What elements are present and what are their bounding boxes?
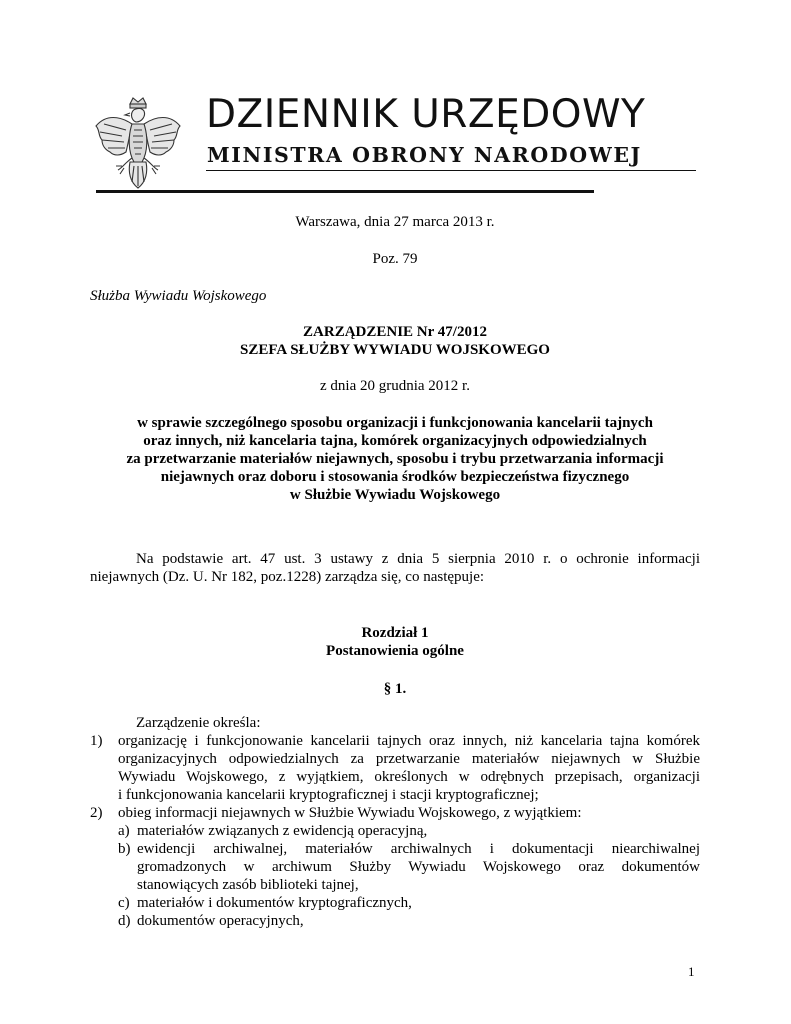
subject-line: w Służbie Wywiadu Wojskowego [289,487,501,503]
list-item-number: 1) [90,733,103,749]
sublist-item-line: materiałów związanych z ewidencją operacyjną, [137,823,428,839]
list-item-line: obieg informacji niejawnych w Służbie Wywiadu Wojskowego, z wyjątkiem: [118,805,582,821]
sublist-item-letter: c) [118,895,130,911]
journal-subtitle: MINISTRA OBRONY NARODOWEJ [207,143,642,167]
sublist-item-line: gromadzonych w archiwum Służby Wywiadu Wojskowego oraz dokumentów [137,859,700,875]
sublist-item-letter: d) [118,913,131,929]
list-item-line: Wywiadu Wojskowego, z wyjątkiem, określonych w odrębnych przepisach, organizacji [118,769,700,785]
subject-line: niejawnych oraz doboru i stosowania środków bezpieczeństwa fizycznego [160,469,630,485]
page-number: 1 [688,964,695,979]
sublist-item-line: dokumentów operacyjnych, [137,913,304,929]
chapter-number: Rozdział 1 [361,625,429,641]
sublist-item-line: materiałów i dokumentów kryptograficznych, [137,895,412,911]
header-divider-thick [96,190,594,193]
sublist-item-letter: b) [118,841,131,857]
list-item-line: organizację i funkcjonowanie kancelarii tajnych oraz innych, niż kancelaria tajna komórek [118,733,700,749]
journal-title: DZIENNIK URZĘDOWY [206,92,646,137]
act-title-line1: ZARZĄDZENIE Nr 47/2012 [303,324,487,340]
sublist-item-line: ewidencji archiwalnej, materiałów archiwalnych i dokumentacji niearchiwalnej [137,841,700,857]
act-title-line2: SZEFA SŁUŻBY WYWIADU WOJSKOWEGO [240,342,550,358]
chapter-title: Postanowienia ogólne [326,643,464,659]
section-mark: § 1. [383,681,407,697]
body-intro: Zarządzenie określa: [136,715,261,731]
eagle-emblem-icon [92,96,184,192]
act-date: z dnia 20 grudnia 2012 r. [320,378,470,394]
subject-line: w sprawie szczególnego sposobu organizacji i funkcjonowania kancelarii tajnych [137,415,653,431]
issuer: Służba Wywiadu Wojskowego [90,288,267,304]
sublist-item-letter: a) [118,823,130,839]
subject-line: za przetwarzanie materiałów niejawnych, sposobu i trybu przetwarzania informacji [126,451,664,467]
position-number: Poz. 79 [372,251,418,267]
list-item-line: i funkcjonowania kancelarii kryptograficznej i stacji kryptograficznej; [118,787,539,803]
preamble-line: niejawnych (Dz. U. Nr 182, poz.1228) zarządza się, co następuje: [90,569,485,585]
header-divider-thin [206,170,696,171]
list-item-number: 2) [90,805,103,821]
list-item-line: organizacyjnych odpowiedzialnych za przetwarzanie materiałów niejawnych w Służbie [118,751,700,767]
subject-line: oraz innych, niż kancelaria tajna, komórek organizacyjnych odpowiedzialnych [143,433,647,449]
sublist-item-line: stanowiących zasób biblioteki tajnej, [137,877,359,893]
preamble-line: Na podstawie art. 47 ust. 3 ustawy z dnia 5 sierpnia 2010 r. o ochronie informacji [136,551,700,567]
place-date: Warszawa, dnia 27 marca 2013 r. [295,214,495,230]
